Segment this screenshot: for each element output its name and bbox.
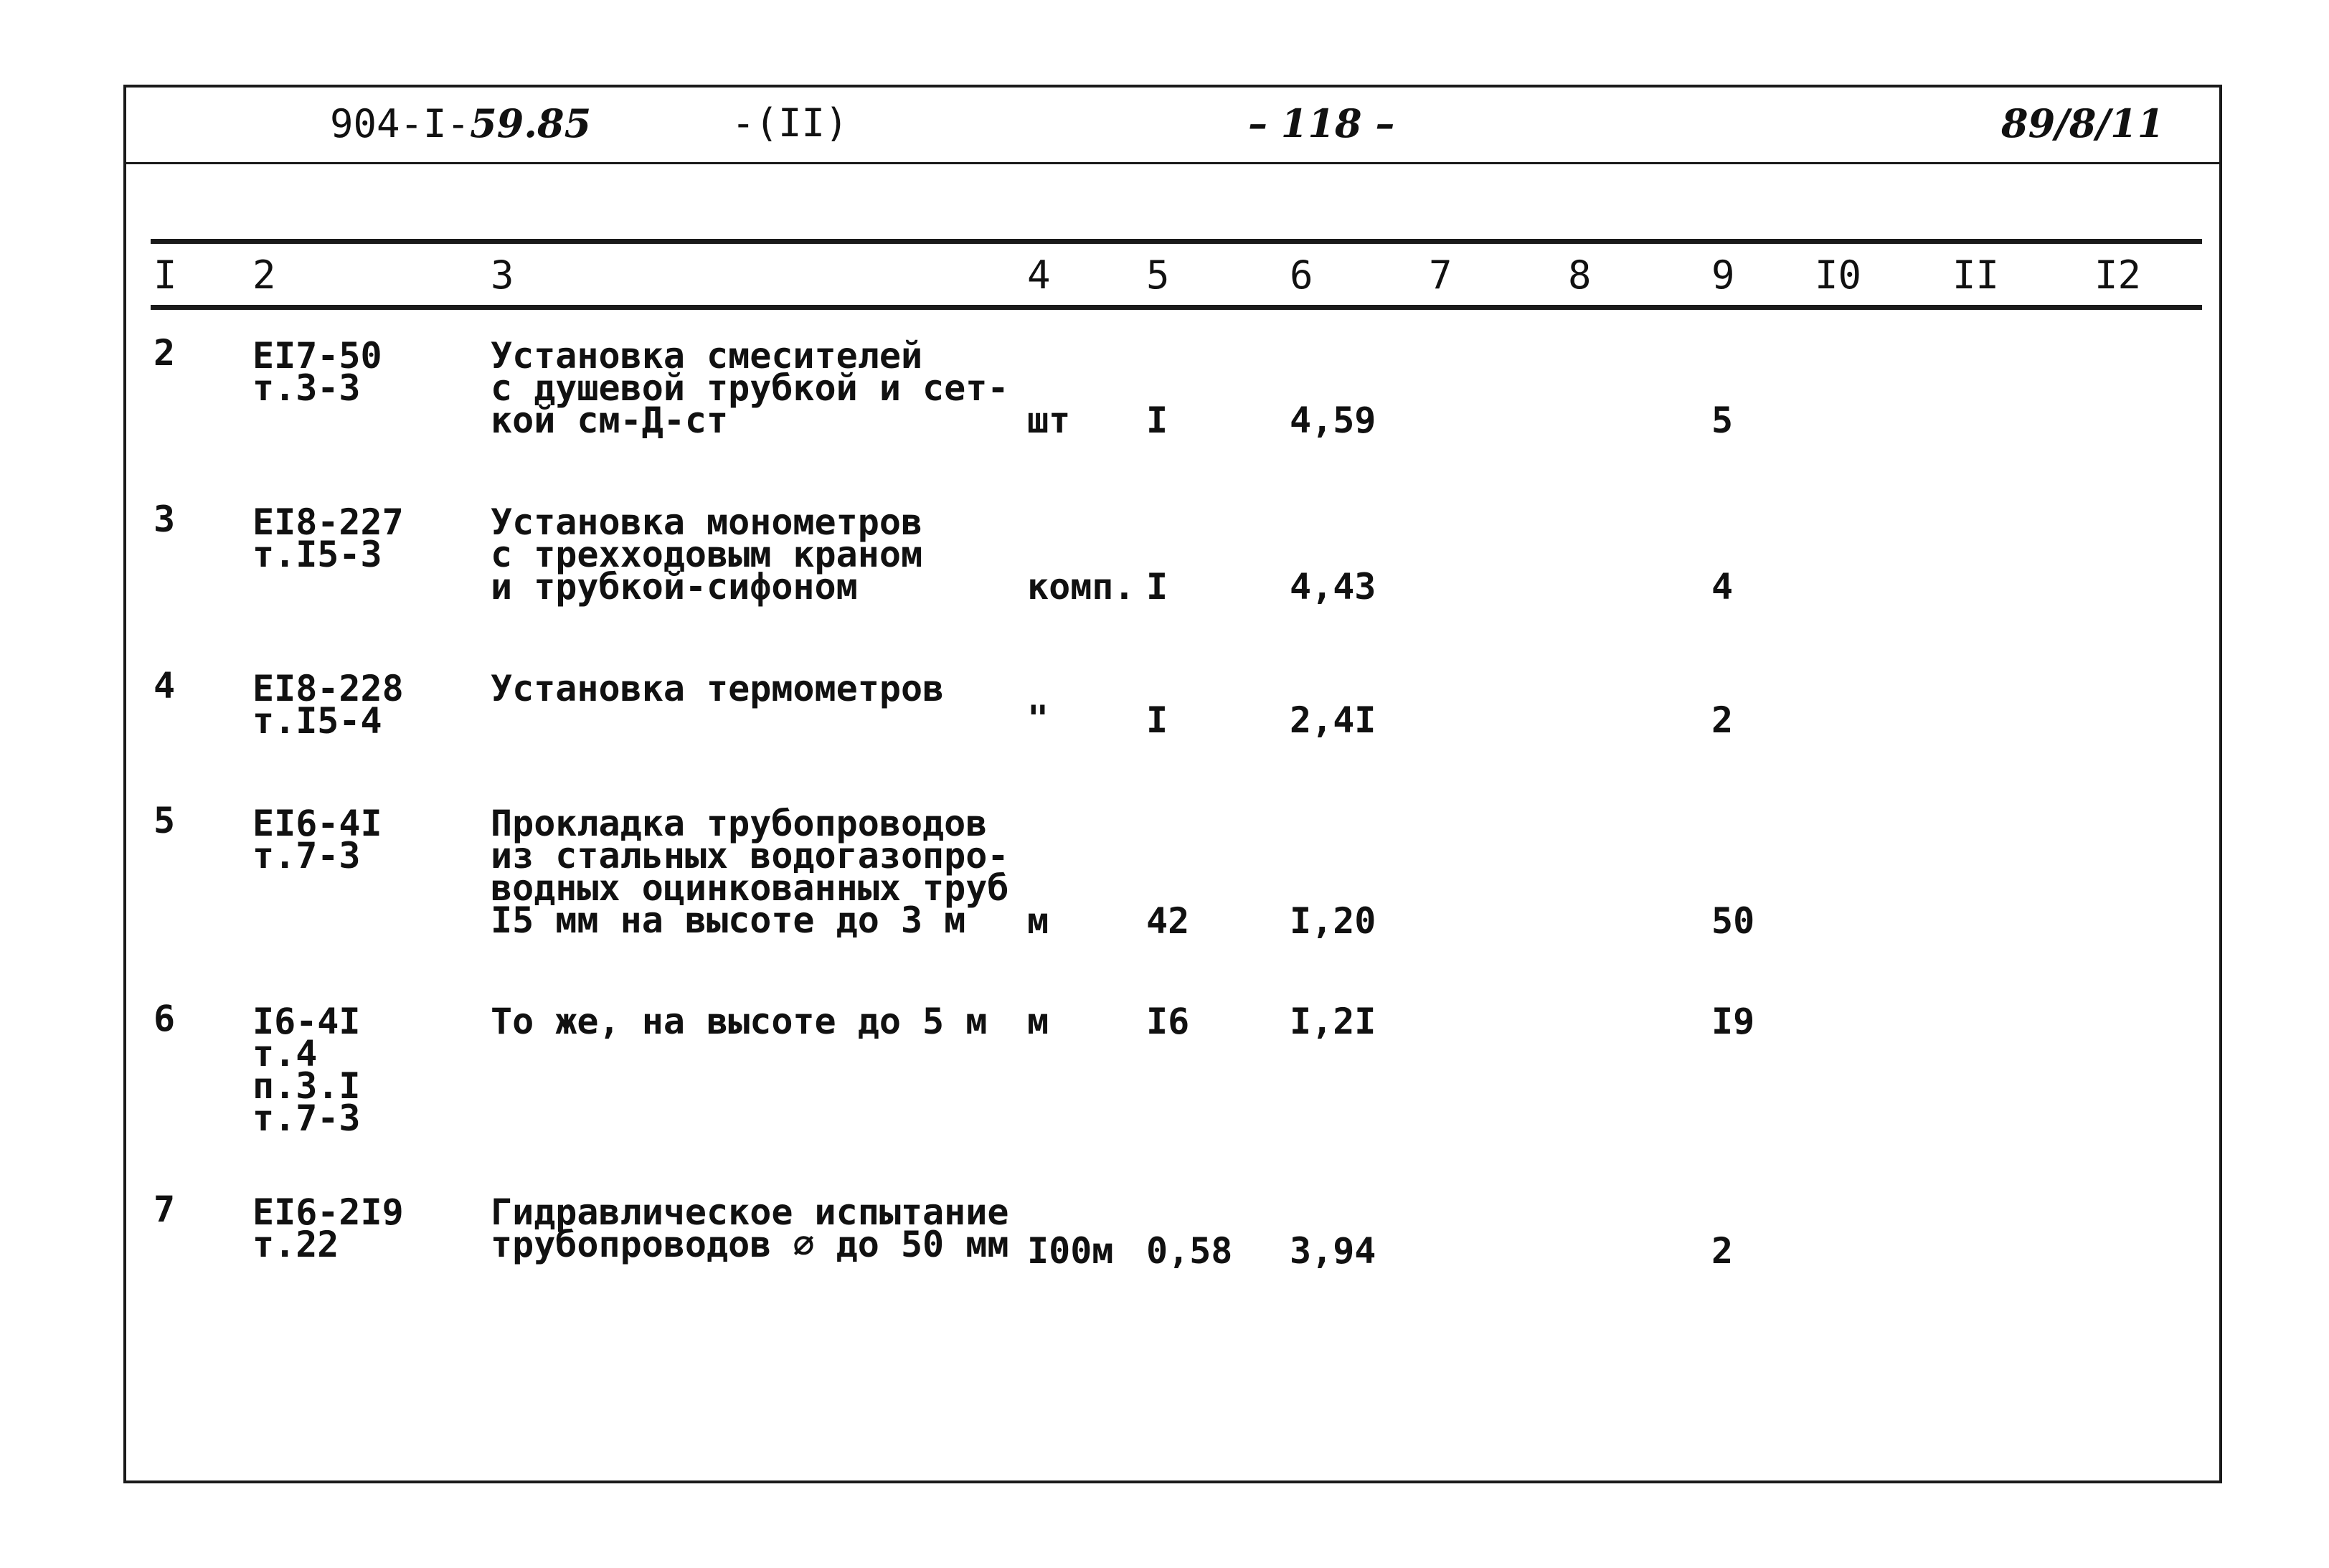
unit: м — [1027, 1001, 1049, 1042]
unit-price: 4,59 — [1290, 400, 1376, 441]
work-name: Установка термометров — [491, 668, 945, 709]
total: 4 — [1711, 566, 1734, 608]
row-number: 7 — [153, 1189, 176, 1230]
unit-price: I,2I — [1290, 1001, 1376, 1042]
row-number: 5 — [153, 800, 176, 841]
table-top-rule — [151, 239, 2202, 244]
total: I9 — [1711, 1001, 1755, 1042]
unit: комп. — [1027, 566, 1135, 608]
document-code-prefix: 904-I- — [330, 101, 471, 146]
frame-bottom-line — [123, 1480, 2222, 1483]
column-header-3: 3 — [491, 252, 514, 298]
work-name: Гидравлическое испытание трубопроводов ∅ до 50 мм — [491, 1191, 1009, 1265]
rate-code: EI8-228 т.I5-4 — [252, 668, 404, 742]
work-name: Прокладка трубопроводов из стальных водогазопро- водных оцинкованных труб I5 мм на высоте до 3 м — [491, 803, 1009, 941]
quantity: 42 — [1146, 900, 1190, 942]
row-number: 6 — [153, 998, 176, 1039]
work-name: Установка смесителей с душевой трубкой и сет- кой см-Д-ст — [491, 335, 1009, 441]
total: 2 — [1711, 699, 1734, 741]
column-header-7: 7 — [1429, 252, 1452, 298]
document-part: -(II) — [732, 100, 849, 146]
document-code-handwritten: 59.85 — [470, 100, 592, 146]
column-header-5: 5 — [1146, 252, 1170, 298]
quantity: I — [1146, 699, 1168, 741]
column-header-2: 2 — [252, 252, 276, 298]
rate-code: EI6-4I т.7-3 — [252, 803, 382, 877]
header-divider — [126, 162, 2219, 164]
unit-price: 3,94 — [1290, 1230, 1376, 1272]
unit: I00м — [1027, 1230, 1114, 1272]
sheet-number: 89/8/11 — [2001, 100, 2165, 146]
quantity: I — [1146, 400, 1168, 441]
rate-code: EI8-227 т.I5-3 — [252, 501, 404, 575]
column-header-6: 6 — [1290, 252, 1313, 298]
unit-price: I,20 — [1290, 900, 1376, 942]
row-number: 2 — [153, 332, 176, 374]
quantity: I6 — [1146, 1001, 1190, 1042]
column-header-4: 4 — [1027, 252, 1051, 298]
column-header-11: II — [1952, 252, 2000, 298]
rate-code: EI7-50 т.3-3 — [252, 335, 382, 409]
column-header-1: I — [153, 252, 177, 298]
unit: шт — [1027, 400, 1071, 441]
quantity: I — [1146, 566, 1168, 608]
table-header-rule — [151, 305, 2202, 310]
unit-ditto: " — [1027, 698, 1049, 740]
row-number: 3 — [153, 499, 176, 540]
total: 2 — [1711, 1230, 1734, 1272]
unit-price: 2,4I — [1290, 699, 1376, 741]
quantity: 0,58 — [1146, 1230, 1233, 1272]
page-number: – 118 – — [1248, 100, 1395, 146]
rate-code: EI6-2I9 т.22 — [252, 1191, 404, 1265]
column-header-12: I2 — [2094, 252, 2142, 298]
row-number: 4 — [153, 665, 176, 707]
total: 50 — [1711, 900, 1755, 942]
column-header-10: I0 — [1815, 252, 1862, 298]
work-name: То же, на высоте до 5 м — [491, 1001, 988, 1042]
frame-right-line — [2219, 85, 2222, 1483]
work-name: Установка монометров с трехходовым краном и трубкой-сифоном — [491, 501, 923, 608]
unit: м — [1027, 900, 1049, 942]
frame-top-line — [126, 85, 2222, 88]
unit-price: 4,43 — [1290, 566, 1376, 608]
total: 5 — [1711, 400, 1734, 441]
document-code — [330, 100, 591, 146]
column-header-9: 9 — [1711, 252, 1735, 298]
rate-code: I6-4I т.4 п.3.I т.7-3 — [252, 1001, 361, 1139]
frame-left-line — [123, 85, 126, 1483]
column-header-8: 8 — [1568, 252, 1592, 298]
